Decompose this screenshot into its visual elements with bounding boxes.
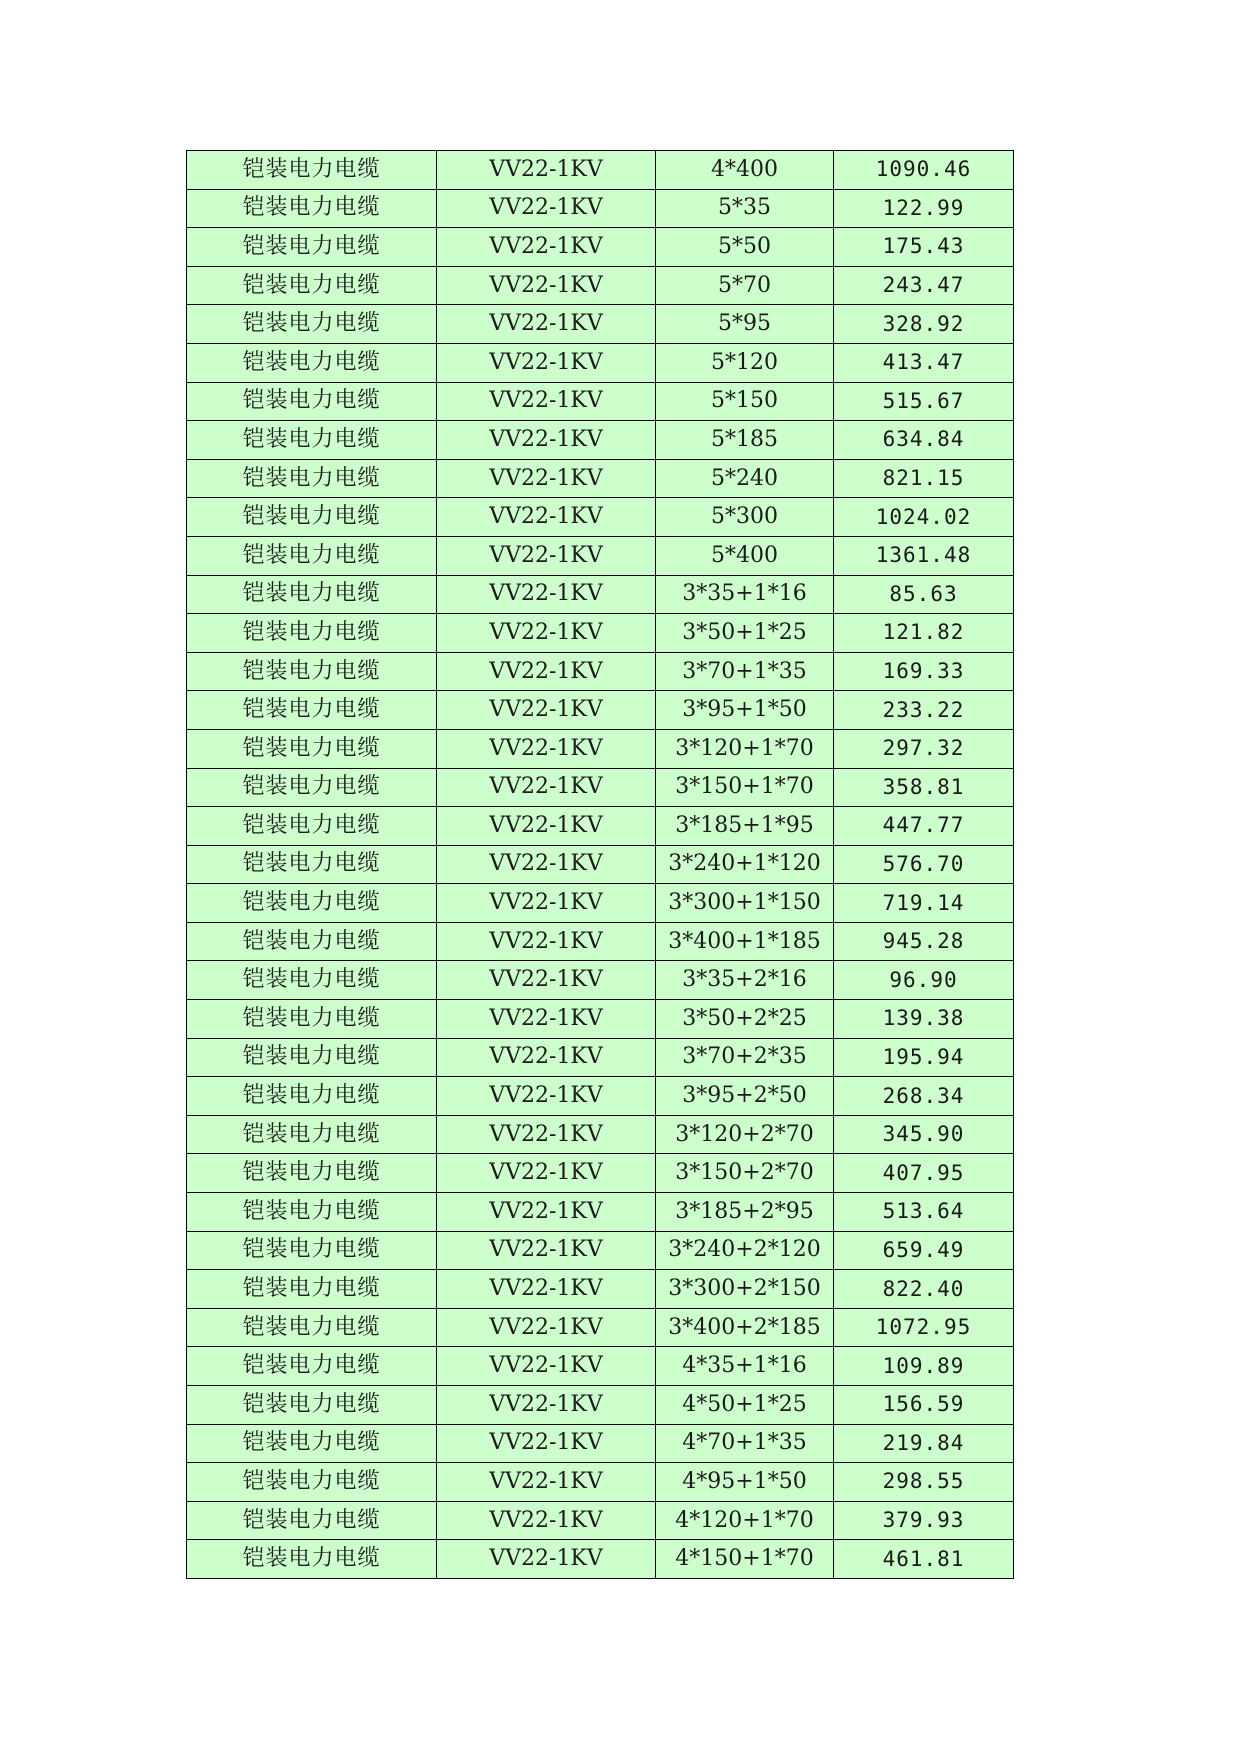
cell-specification: 3*400+1*185 xyxy=(656,922,834,961)
cell-price: 634.84 xyxy=(834,421,1014,460)
table-row xyxy=(187,1308,1014,1347)
cell-specification: 5*50 xyxy=(656,228,834,267)
table-row xyxy=(187,189,1014,228)
cell-specification: 3*300+2*150 xyxy=(656,1270,834,1309)
table-row xyxy=(187,1424,1014,1463)
cell-price: 1072.95 xyxy=(834,1308,1014,1347)
cell-model: VV22-1KV xyxy=(437,884,656,923)
cell-product-name: 铠装电力电缆 xyxy=(187,575,437,614)
table-row xyxy=(187,1501,1014,1540)
cell-model: VV22-1KV xyxy=(437,807,656,846)
table-row xyxy=(187,1540,1014,1579)
cell-specification: 5*240 xyxy=(656,459,834,498)
cell-specification: 3*35+2*16 xyxy=(656,961,834,1000)
table-row xyxy=(187,498,1014,537)
cell-model: VV22-1KV xyxy=(437,1115,656,1154)
cell-model: VV22-1KV xyxy=(437,1463,656,1502)
table-row xyxy=(187,961,1014,1000)
cell-price: 169.33 xyxy=(834,652,1014,691)
cell-model: VV22-1KV xyxy=(437,1308,656,1347)
cell-product-name: 铠装电力电缆 xyxy=(187,729,437,768)
cell-product-name: 铠装电力电缆 xyxy=(187,1231,437,1270)
cell-model: VV22-1KV xyxy=(437,1270,656,1309)
cell-price: 461.81 xyxy=(834,1540,1014,1579)
table-row xyxy=(187,1231,1014,1270)
cell-product-name: 铠装电力电缆 xyxy=(187,1463,437,1502)
cell-price: 413.47 xyxy=(834,343,1014,382)
cell-model: VV22-1KV xyxy=(437,536,656,575)
cell-model: VV22-1KV xyxy=(437,691,656,730)
cell-specification: 4*50+1*25 xyxy=(656,1386,834,1425)
cell-specification: 5*185 xyxy=(656,421,834,460)
cell-specification: 4*120+1*70 xyxy=(656,1501,834,1540)
cell-specification: 3*120+2*70 xyxy=(656,1115,834,1154)
cell-specification: 3*95+1*50 xyxy=(656,691,834,730)
table-row xyxy=(187,922,1014,961)
cell-product-name: 铠装电力电缆 xyxy=(187,151,437,190)
cell-product-name: 铠装电力电缆 xyxy=(187,922,437,961)
cell-specification: 4*400 xyxy=(656,151,834,190)
cell-model: VV22-1KV xyxy=(437,575,656,614)
table-row xyxy=(187,305,1014,344)
cell-specification: 5*300 xyxy=(656,498,834,537)
cell-price: 345.90 xyxy=(834,1115,1014,1154)
cell-model: VV22-1KV xyxy=(437,266,656,305)
cell-specification: 5*70 xyxy=(656,266,834,305)
table-row xyxy=(187,382,1014,421)
cell-product-name: 铠装电力电缆 xyxy=(187,691,437,730)
table-row xyxy=(187,691,1014,730)
cell-product-name: 铠装电力电缆 xyxy=(187,1193,437,1232)
cell-product-name: 铠装电力电缆 xyxy=(187,459,437,498)
cell-price: 121.82 xyxy=(834,614,1014,653)
table-row xyxy=(187,536,1014,575)
cell-product-name: 铠装电力电缆 xyxy=(187,1386,437,1425)
cell-product-name: 铠装电力电缆 xyxy=(187,1501,437,1540)
cell-model: VV22-1KV xyxy=(437,614,656,653)
cell-price: 139.38 xyxy=(834,1000,1014,1039)
cell-price: 96.90 xyxy=(834,961,1014,1000)
cell-model: VV22-1KV xyxy=(437,151,656,190)
cell-model: VV22-1KV xyxy=(437,305,656,344)
cell-price: 513.64 xyxy=(834,1193,1014,1232)
cell-specification: 4*95+1*50 xyxy=(656,1463,834,1502)
cell-model: VV22-1KV xyxy=(437,922,656,961)
table-row xyxy=(187,1270,1014,1309)
cell-specification: 3*300+1*150 xyxy=(656,884,834,923)
cell-specification: 3*240+1*120 xyxy=(656,845,834,884)
cell-price: 175.43 xyxy=(834,228,1014,267)
table-row xyxy=(187,575,1014,614)
cell-model: VV22-1KV xyxy=(437,459,656,498)
cell-specification: 5*400 xyxy=(656,536,834,575)
cell-model: VV22-1KV xyxy=(437,1386,656,1425)
cell-product-name: 铠装电力电缆 xyxy=(187,961,437,1000)
table-row xyxy=(187,1077,1014,1116)
cell-product-name: 铠装电力电缆 xyxy=(187,536,437,575)
cell-specification: 3*35+1*16 xyxy=(656,575,834,614)
cell-model: VV22-1KV xyxy=(437,1038,656,1077)
table-row xyxy=(187,845,1014,884)
cell-price: 297.32 xyxy=(834,729,1014,768)
cell-specification: 3*400+2*185 xyxy=(656,1308,834,1347)
cell-specification: 5*150 xyxy=(656,382,834,421)
cell-product-name: 铠装电力电缆 xyxy=(187,421,437,460)
cell-price: 1024.02 xyxy=(834,498,1014,537)
cell-model: VV22-1KV xyxy=(437,1501,656,1540)
table-row xyxy=(187,228,1014,267)
cell-product-name: 铠装电力电缆 xyxy=(187,228,437,267)
table-body xyxy=(187,151,1014,1579)
table-row xyxy=(187,1115,1014,1154)
cell-product-name: 铠装电力电缆 xyxy=(187,189,437,228)
table-row xyxy=(187,768,1014,807)
cell-specification: 4*70+1*35 xyxy=(656,1424,834,1463)
cell-price: 1090.46 xyxy=(834,151,1014,190)
cell-model: VV22-1KV xyxy=(437,1540,656,1579)
cell-product-name: 铠装电力电缆 xyxy=(187,884,437,923)
cell-specification: 3*95+2*50 xyxy=(656,1077,834,1116)
cell-price: 821.15 xyxy=(834,459,1014,498)
cell-specification: 4*150+1*70 xyxy=(656,1540,834,1579)
cell-price: 109.89 xyxy=(834,1347,1014,1386)
table-row xyxy=(187,614,1014,653)
cell-product-name: 铠装电力电缆 xyxy=(187,1000,437,1039)
cell-product-name: 铠装电力电缆 xyxy=(187,1270,437,1309)
cell-product-name: 铠装电力电缆 xyxy=(187,652,437,691)
cell-specification: 3*150+1*70 xyxy=(656,768,834,807)
cell-product-name: 铠装电力电缆 xyxy=(187,1115,437,1154)
cell-specification: 5*120 xyxy=(656,343,834,382)
cell-product-name: 铠装电力电缆 xyxy=(187,343,437,382)
cell-product-name: 铠装电力电缆 xyxy=(187,768,437,807)
cell-product-name: 铠装电力电缆 xyxy=(187,498,437,537)
cell-model: VV22-1KV xyxy=(437,1424,656,1463)
cell-product-name: 铠装电力电缆 xyxy=(187,1347,437,1386)
cell-model: VV22-1KV xyxy=(437,343,656,382)
cell-product-name: 铠装电力电缆 xyxy=(187,845,437,884)
cell-price: 1361.48 xyxy=(834,536,1014,575)
cell-product-name: 铠装电力电缆 xyxy=(187,1308,437,1347)
cell-model: VV22-1KV xyxy=(437,1193,656,1232)
cell-price: 122.99 xyxy=(834,189,1014,228)
cell-price: 358.81 xyxy=(834,768,1014,807)
table-row xyxy=(187,1386,1014,1425)
cell-product-name: 铠装电力电缆 xyxy=(187,1077,437,1116)
cell-model: VV22-1KV xyxy=(437,1231,656,1270)
cell-price: 243.47 xyxy=(834,266,1014,305)
cell-price: 719.14 xyxy=(834,884,1014,923)
cell-product-name: 铠装电力电缆 xyxy=(187,305,437,344)
cell-price: 195.94 xyxy=(834,1038,1014,1077)
cell-specification: 5*35 xyxy=(656,189,834,228)
table-row xyxy=(187,1193,1014,1232)
table-row xyxy=(187,1038,1014,1077)
cell-product-name: 铠装电力电缆 xyxy=(187,1540,437,1579)
table-row xyxy=(187,459,1014,498)
cell-specification: 3*50+2*25 xyxy=(656,1000,834,1039)
table-row xyxy=(187,1154,1014,1193)
cell-model: VV22-1KV xyxy=(437,1077,656,1116)
table-row xyxy=(187,266,1014,305)
cell-price: 407.95 xyxy=(834,1154,1014,1193)
cable-price-table xyxy=(186,150,1014,1579)
cell-product-name: 铠装电力电缆 xyxy=(187,1038,437,1077)
table-row xyxy=(187,884,1014,923)
table-row xyxy=(187,807,1014,846)
cell-price: 156.59 xyxy=(834,1386,1014,1425)
cell-price: 447.77 xyxy=(834,807,1014,846)
table-row xyxy=(187,1347,1014,1386)
cell-model: VV22-1KV xyxy=(437,382,656,421)
cell-model: VV22-1KV xyxy=(437,189,656,228)
cell-price: 945.28 xyxy=(834,922,1014,961)
table-row xyxy=(187,421,1014,460)
cell-product-name: 铠装电力电缆 xyxy=(187,266,437,305)
cell-specification: 3*70+1*35 xyxy=(656,652,834,691)
cell-model: VV22-1KV xyxy=(437,729,656,768)
cell-price: 219.84 xyxy=(834,1424,1014,1463)
table-row xyxy=(187,1463,1014,1502)
table-row xyxy=(187,151,1014,190)
cell-price: 233.22 xyxy=(834,691,1014,730)
cell-model: VV22-1KV xyxy=(437,768,656,807)
table-row xyxy=(187,343,1014,382)
cell-price: 328.92 xyxy=(834,305,1014,344)
cell-model: VV22-1KV xyxy=(437,498,656,537)
cell-product-name: 铠装电力电缆 xyxy=(187,614,437,653)
table-row xyxy=(187,1000,1014,1039)
cell-specification: 3*150+2*70 xyxy=(656,1154,834,1193)
cell-model: VV22-1KV xyxy=(437,652,656,691)
cell-model: VV22-1KV xyxy=(437,845,656,884)
cell-specification: 5*95 xyxy=(656,305,834,344)
cell-price: 379.93 xyxy=(834,1501,1014,1540)
cell-specification: 3*50+1*25 xyxy=(656,614,834,653)
cell-price: 576.70 xyxy=(834,845,1014,884)
cell-price: 822.40 xyxy=(834,1270,1014,1309)
cell-model: VV22-1KV xyxy=(437,421,656,460)
cell-specification: 3*120+1*70 xyxy=(656,729,834,768)
table-row xyxy=(187,729,1014,768)
cell-price: 659.49 xyxy=(834,1231,1014,1270)
cell-product-name: 铠装电力电缆 xyxy=(187,382,437,421)
cell-specification: 3*240+2*120 xyxy=(656,1231,834,1270)
cell-model: VV22-1KV xyxy=(437,228,656,267)
cell-price: 298.55 xyxy=(834,1463,1014,1502)
cell-model: VV22-1KV xyxy=(437,1000,656,1039)
cell-specification: 3*185+2*95 xyxy=(656,1193,834,1232)
cell-model: VV22-1KV xyxy=(437,1347,656,1386)
cell-product-name: 铠装电力电缆 xyxy=(187,1154,437,1193)
cell-price: 268.34 xyxy=(834,1077,1014,1116)
cell-specification: 3*70+2*35 xyxy=(656,1038,834,1077)
table-row xyxy=(187,652,1014,691)
cell-model: VV22-1KV xyxy=(437,1154,656,1193)
cell-price: 515.67 xyxy=(834,382,1014,421)
cell-price: 85.63 xyxy=(834,575,1014,614)
cell-model: VV22-1KV xyxy=(437,961,656,1000)
cell-product-name: 铠装电力电缆 xyxy=(187,1424,437,1463)
cell-product-name: 铠装电力电缆 xyxy=(187,807,437,846)
cell-specification: 4*35+1*16 xyxy=(656,1347,834,1386)
cell-specification: 3*185+1*95 xyxy=(656,807,834,846)
